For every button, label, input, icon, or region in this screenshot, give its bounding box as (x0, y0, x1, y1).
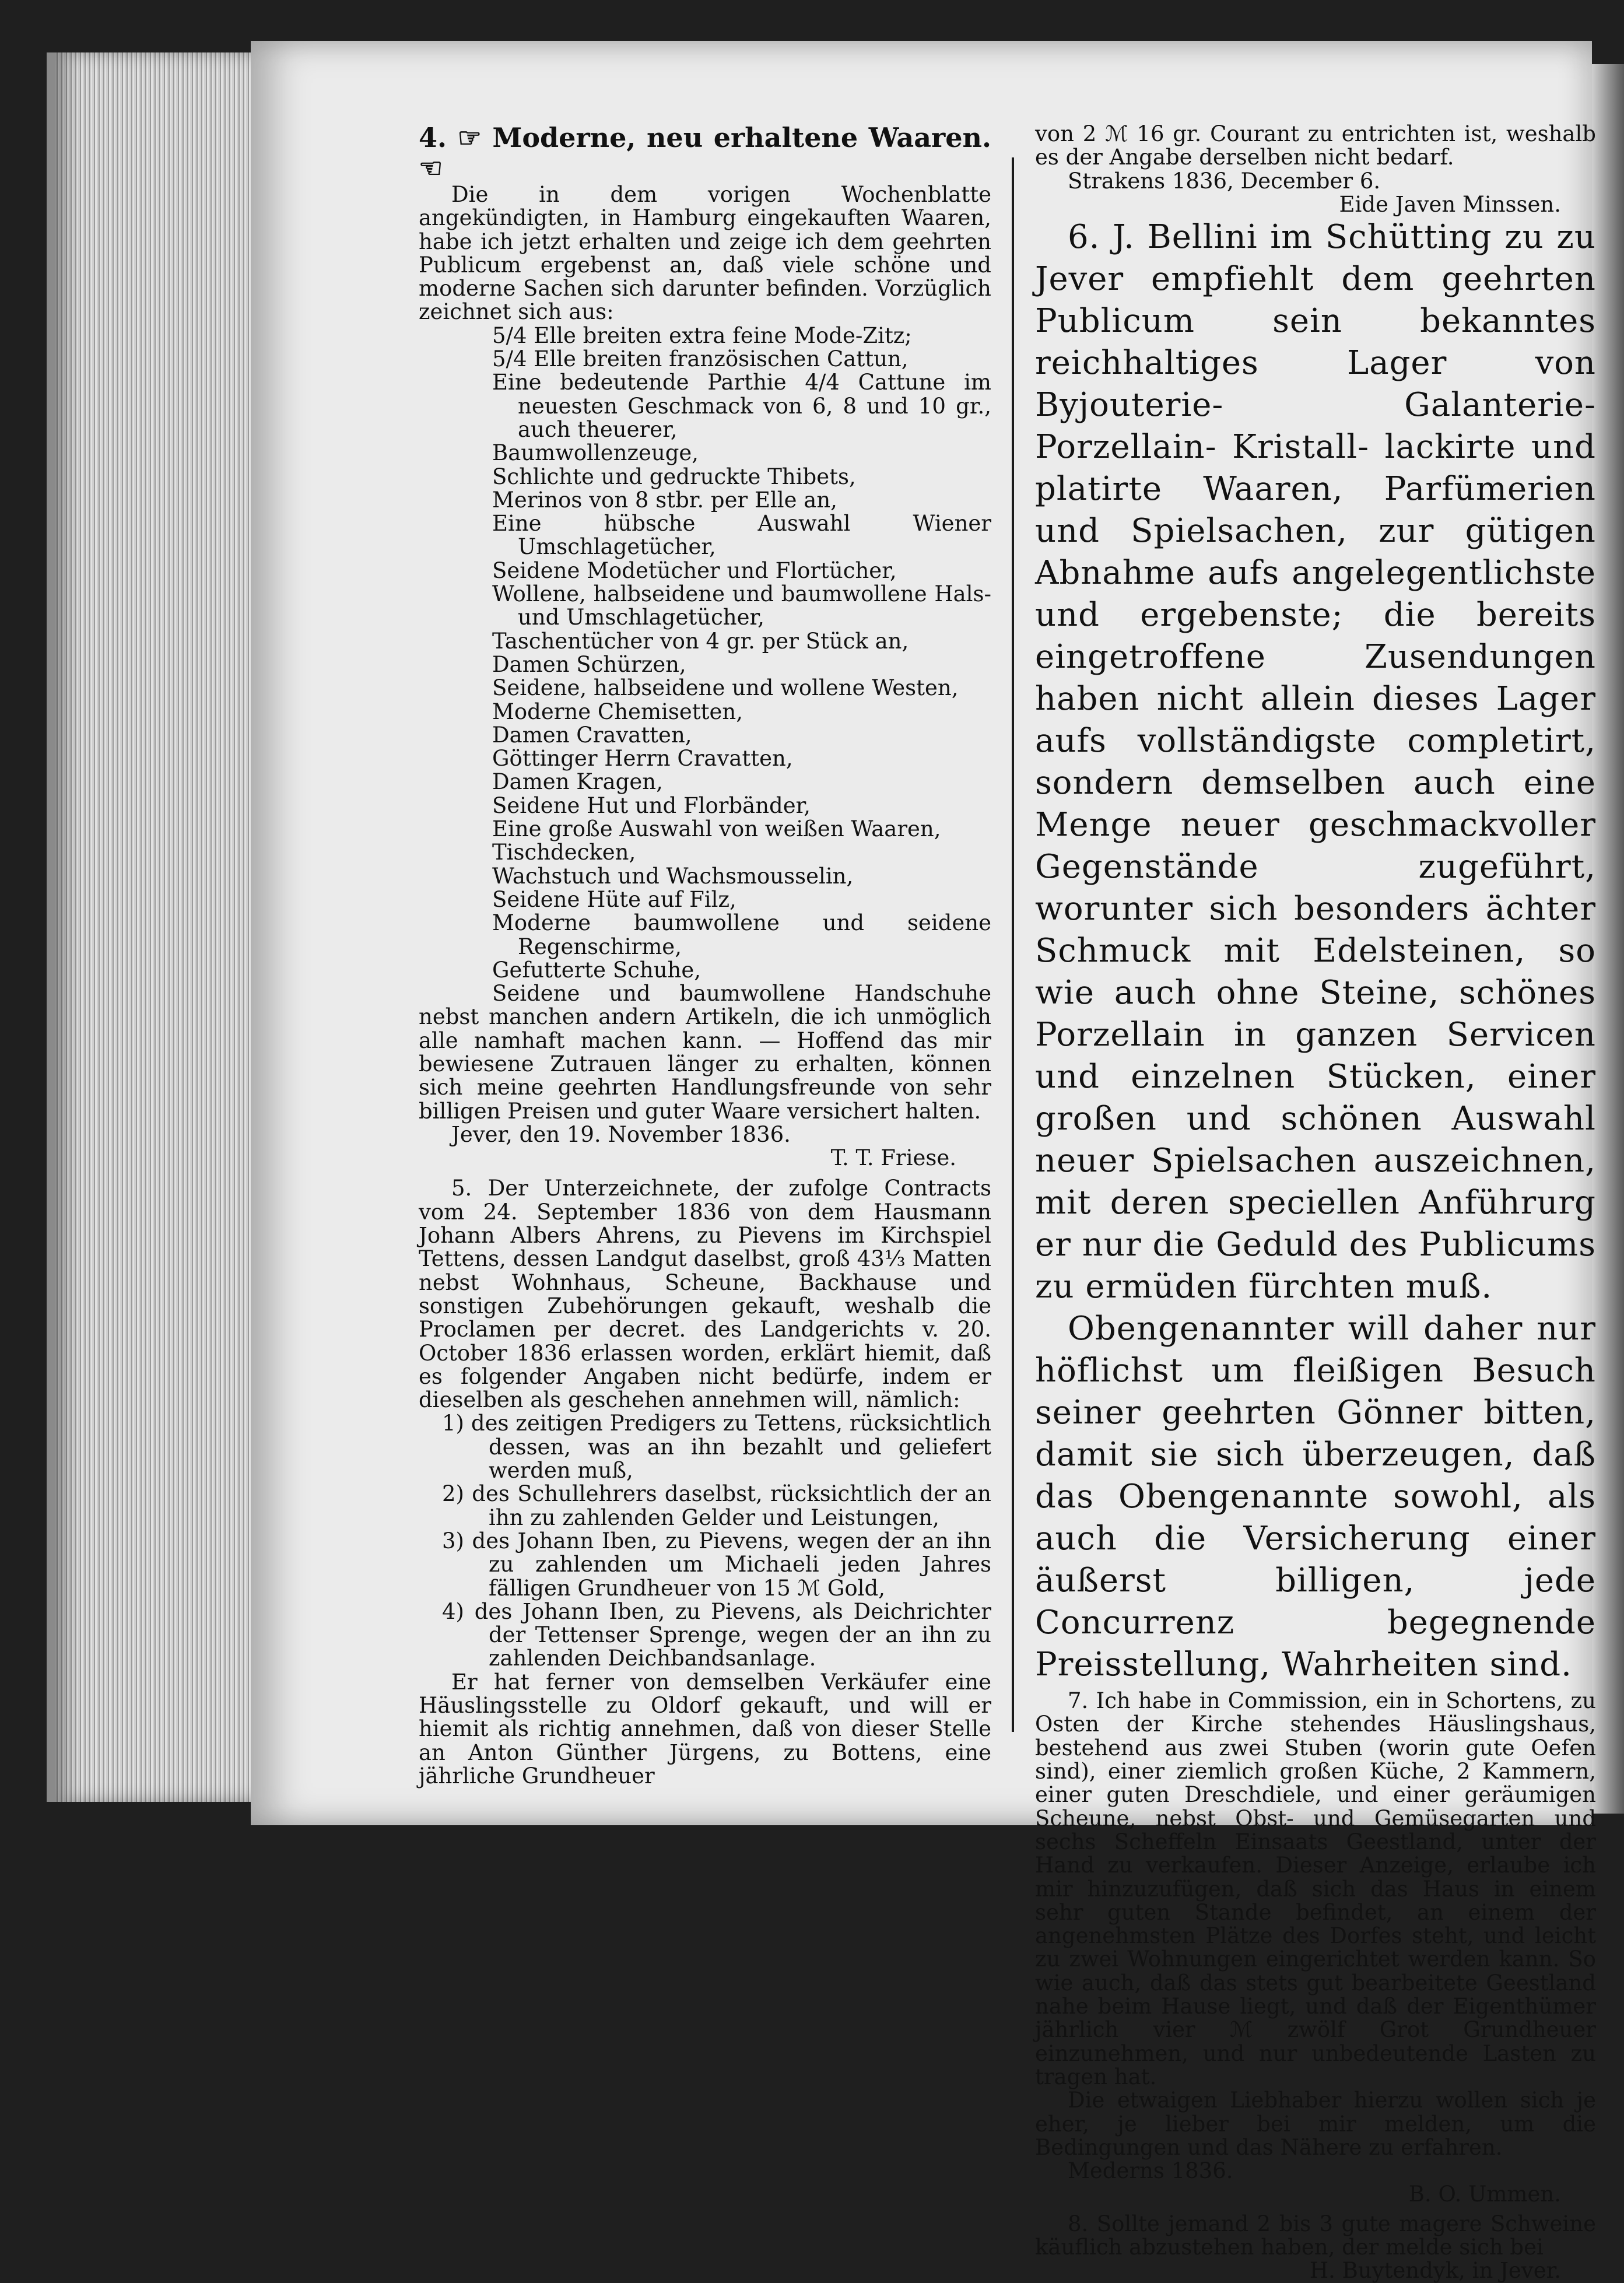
list-item: Seidene Modetücher und Flortücher, (492, 557, 897, 583)
left-column (419, 122, 991, 1788)
item4-place-date: Jever, den 19. November 1836. (451, 1121, 791, 1147)
item6-text: 6. J. Bellini im Schütting zu zu Jever empfiehlt dem geehrten Publicum sein bekanntes reichhaltiges Lager von Byjouterie- Galanterie- Porzellain- Kristall- lackirte und platirte Waaren, Parfümerien und Spielsachen, zur gütigen Abnahme aufs angelegentlichste und ergebenste; die bereits eingetroffene Zusendungen haben nicht allein dieses Lager aufs vollständigste completirt, sondern demselben auch eine Menge neuer geschmackvoller Gegenstände zugeführt, worunter sich besonders ächter Schmuck mit Edelsteinen, so wie auch ohne Steine, schönes Porzellain in ganzen Servicen und einzelnen Stücken, einer großen und schönen Auswahl neuer Spielsachen auszeichnen, mit deren speciellen Anführurg er nur die Geduld des Publicums zu ermüden fürchten muß. (1035, 218, 1596, 1306)
list-item: 5/4 Elle breiten extra feine Mode-Zitz; (492, 322, 912, 348)
list-item: Damen Kragen, (492, 769, 663, 795)
item6-more: Obengenannter will daher nur höflichst um fleißigen Besuch seiner geehrten Gönner bitten, damit sie sich überzeugen, daß das Obengenannte sowohl, als auch die Versicherung einer äußerst billigen, jede Concurrenz begegnende Preisstellung, Wahrheiten sind. (1035, 1310, 1596, 1684)
list-item: 5/4 Elle breiten französischen Cattun, (492, 346, 909, 372)
numbered-item: 1) des zeitigen Predigers zu Tettens, rücksichtlich dessen, was an ihn bezahlt und geliefert werden muß, (442, 1411, 991, 1484)
list-item: Eine bedeutende Parthie 4/4 Cattune im neuesten Geschmack von 6, 8 und 10 gr., auch theuerer, (492, 370, 991, 442)
item5-continued: von 2 ℳ 16 gr. Courant zu entrichten ist, weshalb es der Angabe derselben nicht bedarf. (1035, 121, 1596, 170)
list-item: Seidene Hüte auf Filz, (492, 886, 736, 912)
item5-more: Er hat ferner von demselben Verkäufer eine Häuslingsstelle zu Oldorf gekauft, und will er hiemit als richtig annehmen, daß von dieser Stelle an Anton Günther Jürgens, zu Bottens, eine jährliche Grundheuer (419, 1669, 991, 1788)
item7-more: Die etwaigen Liebhaber hierzu wollen sich je eher, je lieber bei mir melden, um die Bedingungen und das Nähere zu erfahren. (1035, 2088, 1596, 2160)
list-item: Moderne baumwollene und seidene Regenschirme, (492, 910, 991, 959)
item4-closing: Seidene und baumwollene Handschuhe nebst manchen andern Artikeln, die ich unmöglich alle namhaft machen kann. — Hoffend das mir bewiesene Zutrauen länger zu erhalten, können sich meine geehrten Handlungsfreunde von sehr billigen Preisen und guter Waare versichert halten. (419, 981, 991, 1124)
list-item: Göttinger Herrn Cravatten, (492, 746, 793, 771)
item5-signature: Eide Javen Minssen. (1339, 191, 1561, 217)
list-item: Baumwollenzeuge, (492, 440, 699, 466)
numbered-item: 4) des Johann Iben, zu Pievens, als Deichrichter der Tettenser Sprenge, wegen der an ihn zu zahlenden Deichbandsanlage. (442, 1598, 991, 1671)
right-column (1035, 122, 1596, 2283)
list-item: Wollene, halbseidene und baumwollene Hals- und Umschlagetücher, (492, 581, 991, 630)
item4-signature: T. T. Friese. (830, 1145, 956, 1171)
item5-intro: 5. Der Unterzeichnete, der zufolge Contracts vom 24. September 1836 von dem Hausmann Johann Albers Ahrens, zu Pievens im Kirchspiel Tettens, dessen Landgut daselbst, groß 43⅓ Matten nebst Wohnhaus, Scheune, Backhause und sonstigen Zubehörungen gekauft, weshalb die Proclamen per decret. des Landgerichts v. 20. October 1836 erlassen worden, erklärt hiemit, daß es folgender Angaben nicht bedürfe, indem er dieselben als geschehen annehmen will, nämlich: (419, 1176, 991, 1413)
next-page-edge (1592, 64, 1624, 1814)
item5-numbered-list (419, 1412, 991, 1670)
item7-signature: B. O. Ummen. (1408, 2182, 1561, 2207)
item8-signature: H. Buytendyk, in Jever. (1309, 2258, 1561, 2283)
list-item: Seidene, halbseidene und wollene Westen, (492, 675, 959, 701)
list-item: Eine hübsche Auswahl Wiener Umschlagetücher, (492, 511, 991, 560)
list-item: Merinos von 8 stbr. per Elle an, (492, 487, 837, 513)
list-item: Tischdecken, (492, 840, 636, 865)
numbered-item: 2) des Schullehrers daselbst, rücksichtlich der an ihn zu zahlenden Gelder und Leistungen, (442, 1481, 991, 1530)
list-item: Seidene Hut und Florbänder, (492, 792, 811, 818)
list-item: Gefutterte Schuhe, (492, 957, 701, 983)
item8-text: 8. Sollte jemand 2 bis 3 gute magere Schweine käuflich abzustehen haben, der melde sich bei (1035, 2211, 1596, 2260)
list-item: Schlichte und gedruckte Thibets, (492, 464, 856, 489)
list-item: Wachstuch und Wachsmousselin, (492, 863, 854, 889)
list-item: Moderne Chemisetten, (492, 699, 743, 724)
item7-place: Mederns 1836. (1068, 2158, 1233, 2184)
list-item: Damen Cravatten, (492, 722, 692, 748)
item7-text: 7. Ich habe in Commission, ein in Schortens, zu Osten der Kirche stehendes Häuslingshaus, bestehend aus zwei Stuben (worin gute Oefen sind), einer ziemlich großen Küche, 2 Kammern, einer guten Dreschdiele, und einer geräumigen Scheune, nebst Obst- und Gemüsegarten und sechs Scheffeln Einsaats Geestland, unter der Hand zu verkaufen. Dieser Anzeige, erlaube ich mir hinzuzufügen, daß sich das Haus in einem sehr guten Stande befindet, an einem der angenehmsten Plätze des Dorfes steht, und leicht zu zwei Wohnungen eingerichtet werden kann. So wie auch, daß das stets gut bearbeitete Geestland nahe beim Hause liegt, und daß der Eigenthümer jährlich vier ℳ zwölf Grot Grundheuer einzunehmen, und nur unbedeutende Lasten zu tragen hat. (1035, 1688, 1596, 2089)
column-divider (1012, 157, 1014, 1732)
item4-list (419, 324, 991, 982)
item4-intro: Die in dem vorigen Wochenblatte angekündigten, in Hamburg eingekauften Waaren, habe ich jetzt erhalten und zeige ich dem geehrten Publicum ergebenst an, daß viele schöne und moderne Sachen sich darunter befinden. Vorzüglich zeichnet sich aus: (419, 182, 991, 325)
book-page-edges (47, 52, 265, 1802)
list-item: Taschentücher von 4 gr. per Stück an, (492, 628, 909, 654)
list-item: Damen Schürzen, (492, 651, 686, 677)
item5-place-date: Strakens 1836, December 6. (1068, 168, 1381, 194)
numbered-item: 3) des Johann Iben, zu Pievens, wegen der an ihn zu zahlenden um Michaeli jeden Jahres fälligen Grundheuer von 15 ℳ Gold, (442, 1528, 991, 1601)
item4-heading: 4. ☞ Moderne, neu erhaltene Waaren. ☜ (419, 122, 991, 184)
list-item: Eine große Auswahl von weißen Waaren, (492, 816, 941, 842)
